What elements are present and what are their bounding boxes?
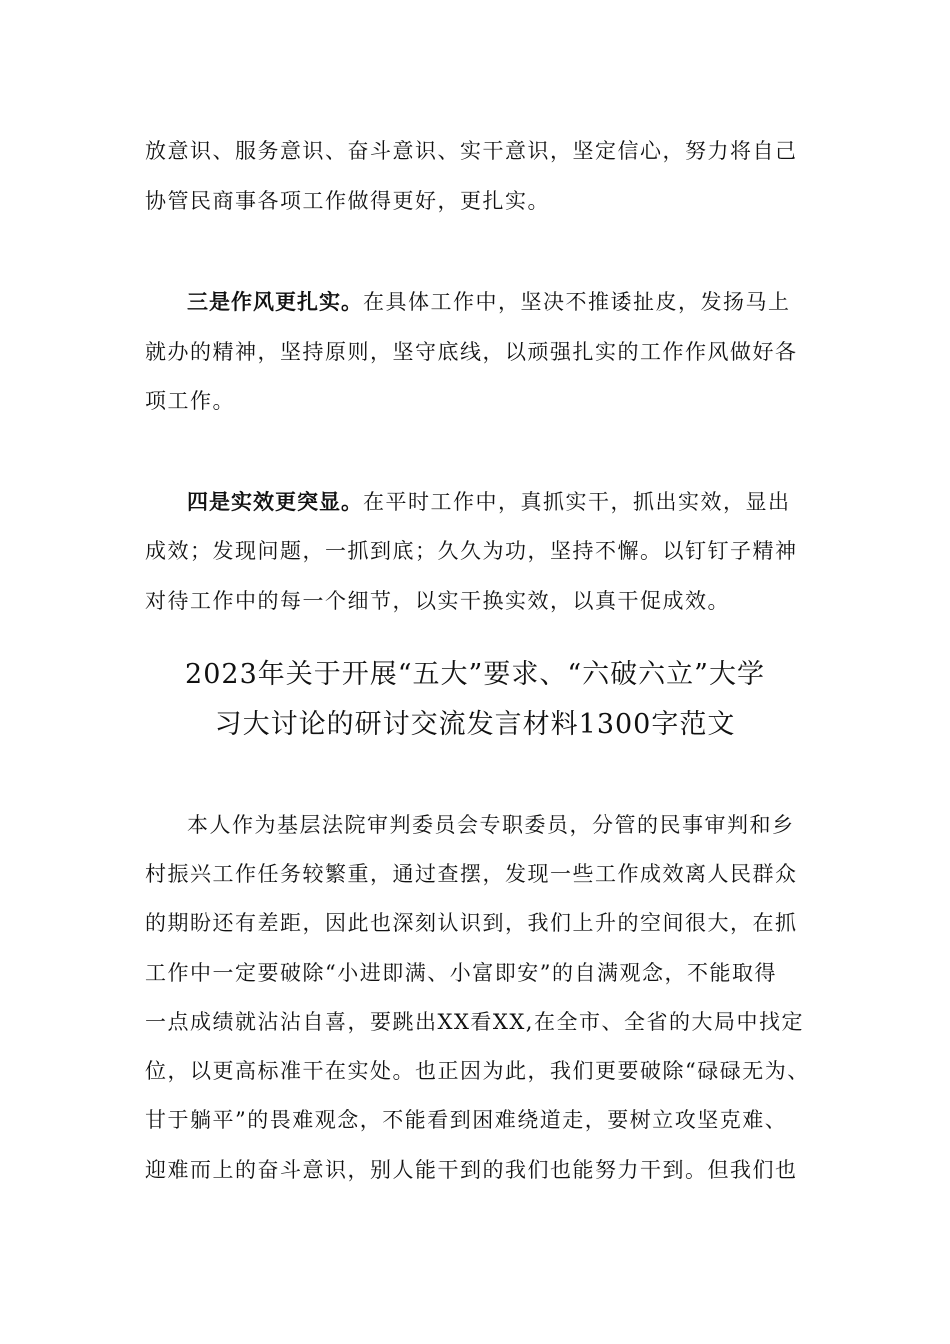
- paragraph-line: 项工作。: [145, 389, 235, 413]
- paragraph-line: 位，以更高标准干在实处。也正因为此，我们更要破除“碌碌无为、: [145, 1059, 810, 1083]
- paragraph-line: 放意识、服务意识、奋斗意识、实干意识，坚定信心，努力将自己: [145, 139, 798, 163]
- point-three-first-line: [187, 287, 867, 317]
- paragraph-line: 甘于躺平”的畏难观念，不能看到困难绕道走，要树立攻坚克难、: [145, 1108, 788, 1132]
- paragraph-line: 一点成绩就沾沾自喜，要跳出XX看XX,在全市、全省的大局中找定: [145, 1010, 804, 1034]
- point-four-heading: 四是实效更突显。: [187, 490, 363, 514]
- paragraph-line: 村振兴工作任务较繁重，通过查摆，发现一些工作成效离人民群众: [145, 862, 798, 886]
- document-title-line-2: 习大讨论的研讨交流发言材料1300字范文: [214, 709, 736, 740]
- document-title-line-1: 2023年关于开展“五大”要求、“六破六立”大学: [185, 659, 765, 690]
- paragraph-text: 在平时工作中，真抓实干，抓出实效，显出: [363, 490, 791, 514]
- paragraph-line: 本人作为基层法院审判委员会专职委员，分管的民事审判和乡: [187, 813, 795, 837]
- paragraph-line: 对待工作中的每一个细节，以实干换实效，以真干促成效。: [145, 589, 730, 613]
- paragraph-line: 的期盼还有差距，因此也深刻认识到，我们上升的空间很大，在抓: [145, 911, 798, 935]
- paragraph-line: 工作中一定要破除“小进即满、小富即安”的自满观念，不能取得: [145, 961, 777, 985]
- paragraph-line: 就办的精神，坚持原则，坚守底线，以顽强扎实的工作作风做好各: [145, 340, 798, 364]
- paragraph-text: 在具体工作中，坚决不推诿扯皮，发扬马上: [363, 290, 791, 314]
- paragraph-line: 迎难而上的奋斗意识，别人能干到的我们也能努力干到。但我们也: [145, 1158, 798, 1182]
- paragraph-line: 协管民商事各项工作做得更好，更扎实。: [145, 189, 550, 213]
- point-three-heading: 三是作风更扎实。: [187, 290, 363, 314]
- paragraph-line: 成效；发现问题，一抓到底；久久为功，坚持不懈。以钉钉子精神: [145, 539, 798, 563]
- point-four-first-line: [187, 487, 867, 517]
